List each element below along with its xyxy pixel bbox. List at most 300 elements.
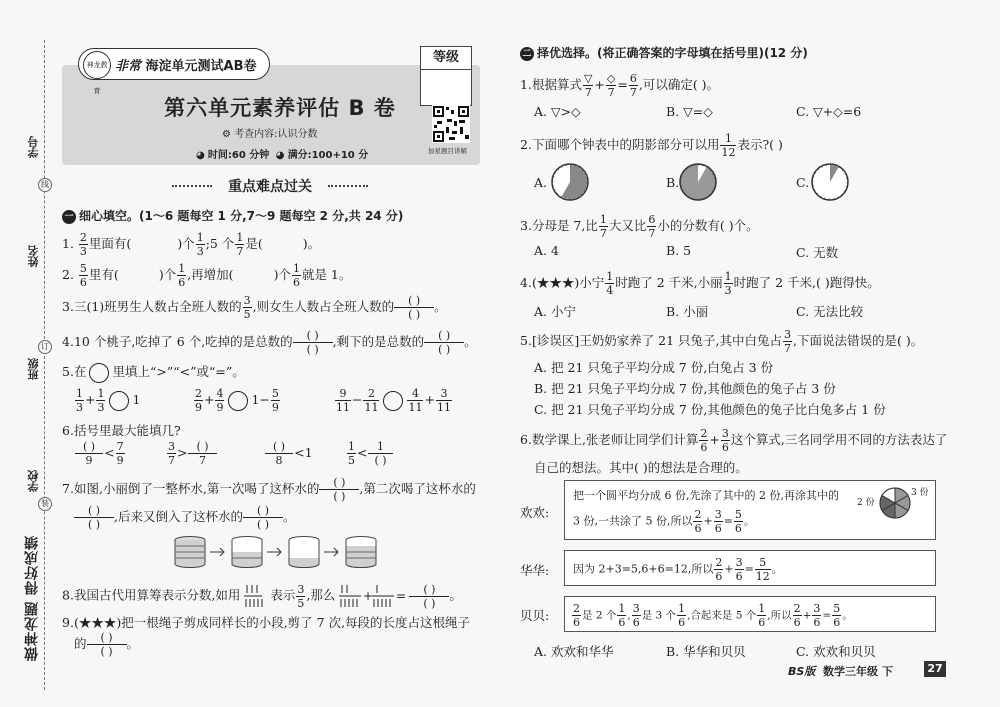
fraction	[629, 73, 638, 98]
method-text-row: $\frac{2}{6}$ 是 2 个 $\frac{1}{6}$ , $\frac{3}{6}$ 是 3 个 $\frac{1}{6}$ ,合起来是 5 个 $\frac{1}{6}$ ,所以 $\frac{2}{6}$ + $\frac{3}{6}$ = $\frac{5}{6}$ 。	[573, 602, 853, 629]
operator: =	[744, 562, 754, 576]
question-r6-cont: 自己的想法。其中( )的想法是合理的。	[534, 460, 748, 475]
fraction	[96, 388, 105, 413]
numerator: 3	[784, 328, 792, 341]
q-text: 这个算式,三名同学用不同的方法表达了	[730, 432, 948, 447]
answer-circle[interactable]	[109, 391, 129, 411]
q-text: 表示	[270, 587, 296, 603]
fraction	[296, 584, 305, 609]
relation: >	[177, 445, 188, 460]
student-name-beibei: 贝贝:	[520, 608, 550, 623]
part2-badge: 二	[520, 47, 534, 61]
student-name-huahua: 华华:	[520, 563, 550, 578]
operator: +	[703, 514, 713, 528]
fraction	[215, 388, 224, 413]
class-label: 班级	[27, 358, 40, 380]
fraction	[271, 388, 280, 413]
numerator: 2	[573, 602, 580, 615]
method-text: ,所以	[767, 609, 792, 622]
fraction	[436, 388, 452, 413]
numerator: 1	[292, 262, 300, 275]
numerator: 3	[168, 440, 175, 453]
q-text: ,可以确定( )。	[638, 77, 720, 92]
fraction	[583, 73, 593, 98]
denominator: 6	[721, 441, 729, 454]
cup-icon	[289, 537, 319, 568]
option-a[interactable]: A. 欢欢和华华	[534, 644, 614, 659]
q-text: 大又比	[608, 218, 647, 233]
fraction-blank[interactable]	[265, 441, 293, 466]
numerator: 3	[632, 602, 640, 615]
fraction	[714, 509, 723, 534]
option-c[interactable]: C.	[796, 175, 810, 190]
question-l8	[62, 583, 462, 609]
fraction-blank[interactable]	[75, 441, 103, 466]
numerator: 3	[436, 388, 452, 401]
numerator: 3	[813, 602, 821, 615]
numerator: 3	[735, 556, 743, 569]
q-text: 10 个桃子,吃掉了 6 个,吃掉的是总数的	[73, 334, 293, 349]
part2-title: 择优选择。(将正确答案的字母填在括号里)(12 分)	[537, 46, 808, 60]
q-text: 如图,小丽倒了一整杯水,第一次喝了这杯水的	[73, 481, 320, 496]
fraction	[724, 271, 733, 296]
q-num: 3.	[520, 218, 532, 233]
answer-fraction-blank[interactable]	[394, 295, 434, 320]
q-text: ,后来又倒入了这杯水的	[114, 509, 243, 524]
part1-heading	[62, 207, 403, 224]
denominator: 3	[196, 245, 204, 258]
counting-rods-icon	[244, 583, 266, 609]
arrow-right-icon	[267, 548, 281, 556]
question-l4	[62, 330, 477, 355]
q-text: 时跑了 2 千米,( )跑得快。	[733, 275, 880, 290]
option-c[interactable]: C. 无法比较	[796, 304, 864, 319]
q-text: 。	[464, 334, 477, 349]
q-num: 3.	[62, 299, 74, 314]
operator: +	[85, 392, 96, 407]
page-title: 第六单元素养评估 B 卷	[164, 96, 396, 120]
q-text: 时跑了 2 千米,小丽	[615, 275, 723, 290]
denominator: 7	[199, 454, 207, 467]
max-fill-2	[166, 441, 218, 466]
operator: +	[709, 432, 720, 447]
operator: +	[204, 392, 215, 407]
q-text: 王奶奶家养了 21 只兔子,其中白兔占	[579, 333, 783, 348]
relation: <	[357, 445, 368, 460]
denominator: 8	[275, 454, 283, 467]
fraction	[116, 441, 125, 466]
time-text: 时间:60 分钟	[207, 150, 270, 161]
method-box-beibei	[564, 596, 936, 632]
value: 1	[132, 392, 141, 407]
option-c[interactable]: C. 把 21 只兔子平均分成 7 份,其他颜色的兔子比白兔多占 1 份	[534, 402, 886, 417]
denominator: 6	[694, 522, 702, 535]
q-num: 5.	[520, 333, 532, 348]
question-r5	[520, 329, 923, 354]
q-text: 。	[126, 636, 140, 651]
fraction	[632, 603, 641, 628]
denominator: 3	[79, 245, 87, 258]
numerator: 3	[721, 427, 729, 440]
denominator: 9	[271, 401, 279, 414]
cup-icon	[346, 537, 376, 568]
blank-den: ( )	[423, 596, 436, 610]
fraction	[617, 603, 626, 628]
part2-heading	[520, 44, 808, 61]
q-text: 表示?( )	[737, 137, 783, 152]
numerator: 2	[715, 556, 723, 569]
q-num: 9.	[62, 615, 74, 630]
question-r2	[520, 133, 783, 158]
q-text: ,剩下的是总数的	[332, 334, 425, 349]
q-text: )。	[302, 236, 321, 251]
numerator: ▽	[583, 72, 593, 85]
numerator: 1	[606, 270, 614, 283]
option-b[interactable]: B. 把 21 只兔子平均分成 7 份,其他颜色的兔子占 3 份	[534, 381, 836, 396]
numerator: 2	[79, 231, 87, 244]
arrow-right-icon	[210, 548, 224, 556]
denominator: ( )	[374, 454, 387, 467]
option-b[interactable]: B.	[666, 175, 680, 190]
answer-fraction-blank[interactable]	[74, 505, 114, 530]
denominator: 7	[784, 342, 792, 355]
numerator: 3	[243, 294, 251, 307]
blank-num: ( )	[423, 582, 436, 596]
q-num: 7.	[62, 481, 74, 496]
blank-den: ( )	[408, 308, 421, 321]
brand-badge	[78, 48, 270, 95]
numerator: 6	[648, 213, 656, 226]
denominator: 6	[758, 616, 766, 629]
svg-text:=: =	[396, 589, 407, 603]
difficulty-stars: (★★★)	[73, 615, 122, 630]
option-a[interactable]: A. 小宁	[534, 304, 576, 319]
question-r4	[520, 271, 880, 296]
denominator: 9	[116, 454, 124, 467]
method-text: 3 份,一共涂了 5 份,所以	[573, 514, 693, 528]
option-c[interactable]: C. 无数	[796, 245, 839, 260]
answer-circle[interactable]	[228, 391, 248, 411]
edition-label: BS版	[788, 665, 816, 678]
operator: +	[594, 77, 605, 92]
q-text: ,第二次喝了这杯水的	[359, 481, 476, 496]
numerator: 1	[758, 602, 766, 615]
relation: <	[104, 445, 115, 460]
qr-code-icon[interactable]	[432, 105, 470, 143]
exam-info: ◕ 时间:60 分钟 ◕ 满分:100+10 分	[196, 150, 369, 161]
clock-b-icon[interactable]	[678, 162, 718, 202]
option-c[interactable]: C. 欢欢和贝贝	[796, 644, 876, 659]
q-num: 1.	[62, 236, 74, 251]
q-text: 小的分数有( )个。	[657, 218, 759, 233]
q-text: ,则女生人数占全班人数的	[252, 299, 395, 314]
fraction	[793, 603, 802, 628]
denominator: 3	[97, 401, 105, 414]
numerator: 1	[618, 602, 626, 615]
q-num: 2.	[520, 137, 532, 152]
option-b[interactable]: B. ▽=◇	[666, 104, 713, 119]
footer-info	[788, 663, 893, 679]
denominator: 5	[297, 596, 305, 610]
answer-fraction-blank[interactable]	[87, 632, 127, 657]
counting-rods-sum-icon	[339, 583, 405, 609]
denominator: 7	[648, 227, 656, 240]
clock-c-icon[interactable]	[810, 162, 850, 202]
fraction-blank[interactable]	[188, 441, 216, 466]
question-l5	[62, 362, 245, 383]
svg-text:+: +	[363, 589, 374, 603]
denominator: 11	[364, 401, 379, 414]
answer-fraction-blank[interactable]	[409, 584, 449, 609]
answer-fraction-blank[interactable]	[293, 330, 333, 355]
fraction	[572, 603, 581, 628]
denominator: 6	[178, 276, 186, 289]
numerator: 5	[755, 557, 771, 570]
max-fill-3	[264, 441, 313, 466]
binding-line	[44, 40, 45, 690]
numerator: 1	[368, 441, 392, 454]
option-b[interactable]: B. 小丽	[666, 304, 709, 319]
fraction	[177, 263, 186, 288]
page-number: 27	[924, 661, 946, 677]
operator: =	[822, 609, 832, 622]
q-text: 在	[73, 364, 87, 379]
pie-circle-icon	[879, 487, 911, 519]
denominator: 3	[724, 284, 732, 297]
clock-a-icon[interactable]	[550, 162, 590, 202]
denominator: 6	[833, 616, 841, 629]
method-text-2: 3 份,一共涂了 5 份,所以 $\frac{2}{6}$ + $\frac{3}{6}$ = $\frac{5}{6}$ 。	[573, 508, 755, 535]
operator: =	[617, 77, 628, 92]
numerator: 2	[694, 508, 702, 521]
numerator: 1	[236, 231, 244, 244]
denominator: 6	[678, 616, 686, 629]
option-b[interactable]: B. 华华和贝贝	[666, 644, 746, 659]
fraction	[677, 603, 686, 628]
fraction	[812, 603, 821, 628]
pie-label-3: 3 份	[911, 488, 929, 498]
blank-num: ( )	[87, 504, 101, 517]
student-name-huanhuan: 欢欢:	[520, 505, 550, 520]
blank-den: ( )	[87, 518, 101, 531]
method-text: 是 3 个	[641, 609, 677, 622]
method-text-row: 因为 2+3=5,6+6=12,所以 $\frac{2}{6}$ + $\frac{3}{6}$ = $\frac{5}{12}$ 。	[573, 556, 783, 583]
denominator: 11	[408, 401, 423, 414]
decorative-divider	[328, 185, 368, 188]
q-text: 括号里最大能填几?	[73, 423, 181, 438]
grade-box	[420, 46, 472, 106]
operator: +	[424, 392, 435, 407]
q-num: 4.	[62, 334, 74, 349]
denominator: 6	[714, 522, 722, 535]
brand-name: 海淀单元测试AB卷	[145, 59, 257, 74]
fraction	[735, 557, 744, 582]
blank-num: ( )	[408, 294, 421, 307]
q-text: 下面哪个钟表中的阴影部分可以用	[531, 137, 720, 152]
q-text: ,再增加(	[187, 267, 234, 282]
numerator: 6	[629, 72, 637, 85]
denominator: 12	[721, 146, 736, 159]
fraction	[196, 232, 205, 257]
denominator: 9	[85, 454, 93, 467]
fraction	[75, 388, 84, 413]
fraction	[599, 214, 608, 239]
denominator: 6	[735, 570, 743, 583]
numerator: 1	[720, 133, 736, 146]
q-num: 8.	[62, 587, 74, 603]
fraction	[714, 557, 723, 582]
fraction	[243, 295, 252, 320]
binding-mark-circle: 订	[38, 340, 52, 354]
numerator: 5	[833, 602, 841, 615]
value: 1−	[251, 392, 270, 407]
q-text: 我国古代用算筹表示分数,如用	[73, 587, 241, 603]
numerator: 1	[678, 602, 686, 615]
numerator: 2	[195, 387, 202, 400]
q-num: 6.	[520, 432, 532, 447]
q-text: )个	[177, 236, 195, 251]
grade-label: 等级	[421, 47, 471, 70]
section-title: 重点难点过关	[228, 179, 312, 195]
method-text: ,合起来是 5 个	[687, 609, 757, 622]
question-l7	[62, 477, 476, 502]
fraction-blank[interactable]	[368, 441, 392, 466]
option-b[interactable]: B. 5	[666, 243, 692, 258]
q-num: 4.	[520, 275, 532, 290]
q-text: 就是 1。	[301, 267, 352, 282]
score-text: 满分:100+10 分	[287, 150, 369, 161]
question-l9	[62, 613, 470, 631]
difficulty-stars: (★★★)	[531, 275, 580, 290]
blank-num: ( )	[306, 329, 319, 342]
max-fill-1	[74, 441, 126, 466]
option-a[interactable]: A. ▽>◇	[534, 104, 581, 119]
numerator: 3	[297, 582, 305, 596]
denominator: 6	[793, 616, 801, 629]
numerator: 1	[599, 213, 607, 226]
fraction	[693, 509, 702, 534]
operator: +	[802, 609, 812, 622]
question-l7-cont	[74, 505, 296, 530]
denominator: 6	[632, 616, 640, 629]
q-num: 6.	[62, 423, 74, 438]
blank-den: ( )	[100, 645, 113, 658]
denominator: 6	[715, 570, 723, 583]
fraction	[757, 603, 766, 628]
max-fill-4	[346, 441, 394, 466]
binding-mark-circle: 线	[38, 178, 52, 192]
option-a[interactable]: A.	[534, 175, 548, 190]
question-l1	[62, 232, 320, 257]
denominator: 9	[195, 401, 202, 414]
compare-expr-3	[334, 388, 453, 413]
denominator: 7	[607, 86, 615, 99]
denominator: 7	[599, 227, 607, 240]
q-text: )个	[273, 267, 291, 282]
numerator: ◇	[606, 72, 616, 85]
denominator: 11	[336, 401, 350, 414]
answer-fraction-blank[interactable]	[243, 505, 283, 530]
numerator: 2	[700, 427, 708, 440]
method-box-huahua	[564, 550, 936, 586]
fraction	[734, 509, 743, 534]
pie-label-2: 2 份	[857, 498, 875, 508]
denominator: 6	[79, 276, 87, 289]
numerator: 1	[196, 231, 204, 244]
tag-badge: [诊误区]	[531, 333, 580, 348]
q-text: 根据算式	[531, 77, 582, 92]
qr-caption: 加星题目讲解	[428, 147, 467, 155]
exam-scope: ⚙ 考查内容:认识分数	[222, 129, 318, 140]
q-text: 分母是 7,比	[531, 218, 598, 233]
q-text: 小宁	[579, 275, 605, 290]
numerator: ( )	[265, 441, 293, 454]
numerator: 1	[348, 440, 355, 453]
operator: +	[724, 562, 734, 576]
blank-num: ( )	[333, 476, 346, 489]
student-id-label: 学号	[27, 136, 40, 158]
method-text: 把一个圆平均分成 6 份,先涂了其中的 2 份,再涂其中的	[573, 489, 839, 502]
q-text: 的	[74, 636, 87, 651]
numerator: 2	[363, 388, 379, 401]
numerator: 7	[116, 440, 124, 453]
answer-fraction-blank[interactable]	[424, 330, 464, 355]
brand-title	[115, 55, 257, 74]
fraction	[167, 441, 176, 466]
option-a[interactable]: A. 4	[534, 243, 559, 258]
compare-expr-2	[193, 388, 281, 413]
brand-logo-icon	[83, 51, 111, 95]
denominator: 7	[629, 86, 637, 99]
denominator: 6	[292, 276, 300, 289]
q-text: 。	[282, 509, 296, 524]
question-l3	[62, 295, 447, 320]
option-a[interactable]: A. 把 21 只兔子平均分成 7 份,白兔占 3 份	[534, 360, 774, 375]
numerator: ( )	[188, 441, 216, 454]
answer-circle[interactable]	[383, 391, 403, 411]
fraction	[407, 388, 423, 413]
denominator: 6	[618, 616, 626, 629]
option-c[interactable]: C. ▽+◇=6	[796, 104, 862, 119]
numerator: 4	[216, 387, 224, 400]
blank-den: ( )	[306, 343, 319, 356]
answer-fraction-blank[interactable]	[319, 477, 359, 502]
name-label: 姓名	[27, 245, 40, 267]
part1-badge: 一	[62, 210, 76, 224]
denominator: 7	[168, 454, 175, 467]
q-text: 。	[449, 587, 462, 603]
denominator: 6	[573, 616, 580, 629]
fraction	[720, 133, 736, 158]
fraction	[606, 73, 616, 98]
question-r3	[520, 214, 759, 239]
logo-caption: 神龙教育	[86, 61, 108, 95]
q-num: 5.	[62, 364, 74, 379]
blank-den: ( )	[438, 343, 451, 356]
numerator: 1	[178, 262, 186, 275]
numerator: 9	[335, 388, 351, 401]
q-num: 2.	[62, 267, 74, 282]
method-text: 是 2 个	[582, 609, 617, 622]
numerator: 3	[714, 508, 722, 521]
binding-mark-circle: 装	[38, 497, 52, 511]
numerator: 4	[407, 388, 423, 401]
q-text: ,下面说法错误的是( )。	[793, 333, 924, 348]
q-text: )个	[158, 267, 177, 282]
fraction	[347, 441, 356, 466]
denominator: 3	[76, 401, 83, 414]
numerator: 5	[79, 262, 87, 275]
